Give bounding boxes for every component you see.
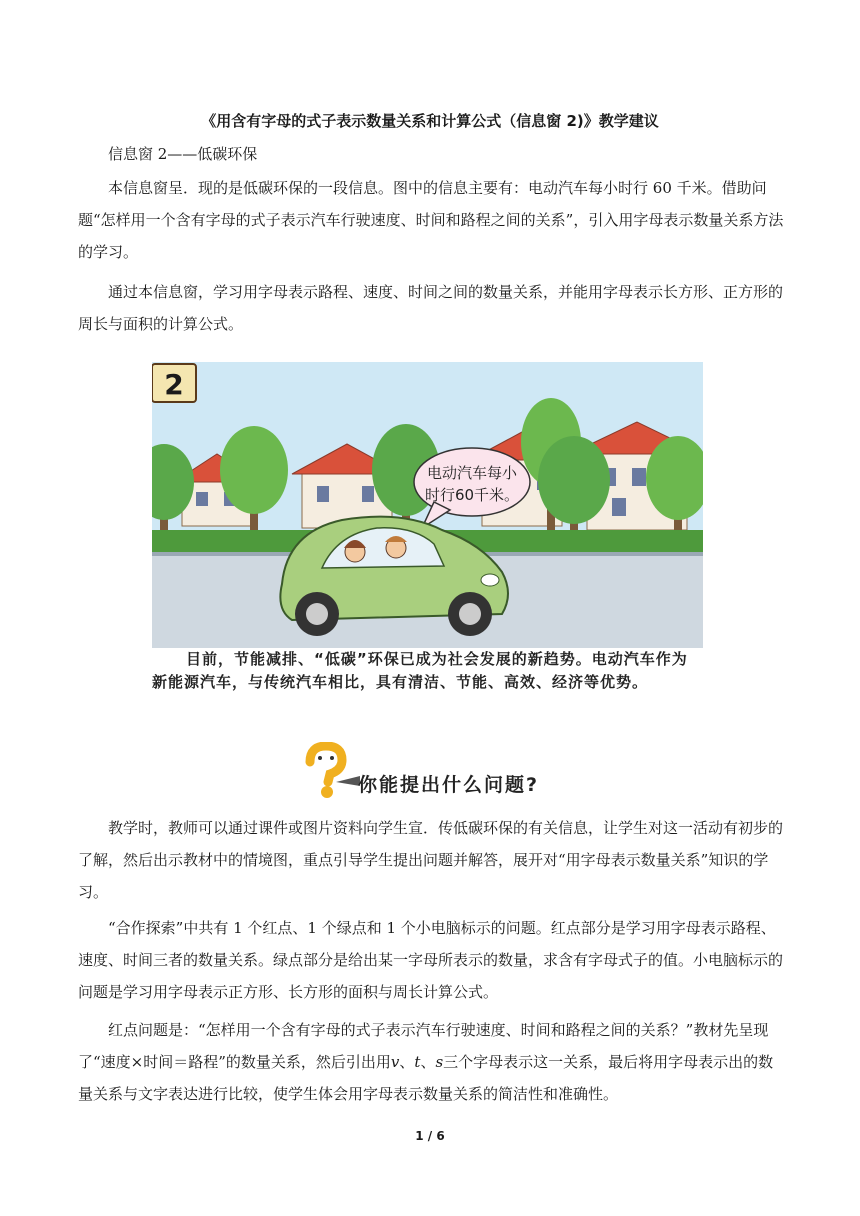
window-number: 2: [164, 368, 184, 401]
question-mark-icon: [296, 742, 360, 800]
paragraph-cooperative-explore: “合作探索”中共有 1 个红点、1 个绿点和 1 个小电脑标示的问题。红点部分是学习用字母表示路程、速度、时间三者的数量关系。绿点部分是给出某一字母所表示的数量，求含有字母式子的值。小电脑标示的问题是学习用字母表示正方形、长方形的面积与周长计算公式。: [78, 919, 784, 1001]
letter-s: s: [435, 1053, 444, 1071]
letter-t: t: [414, 1053, 421, 1071]
question-prompt: [296, 742, 566, 800]
separator-2: 、: [420, 1053, 436, 1071]
info-window-subtitle: 信息窗 2——低碳环保: [108, 145, 258, 163]
separator-1: 、: [399, 1053, 415, 1071]
page-number: 1 / 6: [415, 1129, 445, 1143]
paragraph-red-point: [78, 1014, 784, 1110]
paragraph-goal: 通过本信息窗，学习用字母表示路程、速度、时间之间的数量关系，并能用字母表示长方形、正方形的周长与面积的计算公式。: [78, 283, 784, 333]
info-window-badge: [152, 364, 196, 402]
red-point-text-b: 三个字母表示这一关系，最后将用字母表示出的数量关系与文字表达进行比较，使学生体会用字母表示数量关系的简洁性和准确性。: [78, 1053, 774, 1103]
document-title: 《用含有字母的式子表示数量关系和计算公式（信息窗 2)》教学建议: [201, 112, 659, 130]
letter-v: v: [390, 1053, 400, 1071]
illustration-caption: 目前，节能减排、“低碳”环保已成为社会发展的新趋势。电动汽车作为新能源汽车，与传统汽车相比，具有清洁、节能、高效、经济等优势。: [152, 650, 688, 691]
speech-line-1: 电动汽车每小: [426, 464, 518, 482]
paragraph-teaching: 教学时，教师可以通过课件或图片资料向学生宣．传低碳环保的有关信息，让学生对这一活动有初步的了解，然后出示教材中的情境图，重点引导学生提出问题并解答，展开对“用字母表示数量关系”知识的学习。: [78, 819, 784, 901]
question-prompt-text: 你能提出什么问题?: [358, 774, 540, 796]
speech-line-2: 时行60千米。: [424, 486, 520, 504]
paragraph-intro: 本信息窗呈．现的是低碳环保的一段信息。图中的信息主要有：电动汽车每小时行 60 千米。借助问题“怎样用一个含有字母的式子表示汽车行驶速度、时间和路程之间的关系”，引入用字母表示数量关系方法的学习。: [78, 179, 784, 261]
red-point-text-a: 红点问题是：“怎样用一个含有字母的式子表示汽车行驶速度、时间和路程之间的关系？”教材先呈现了“速度×时间＝路程”的数量关系，然后引出用: [78, 1021, 769, 1071]
